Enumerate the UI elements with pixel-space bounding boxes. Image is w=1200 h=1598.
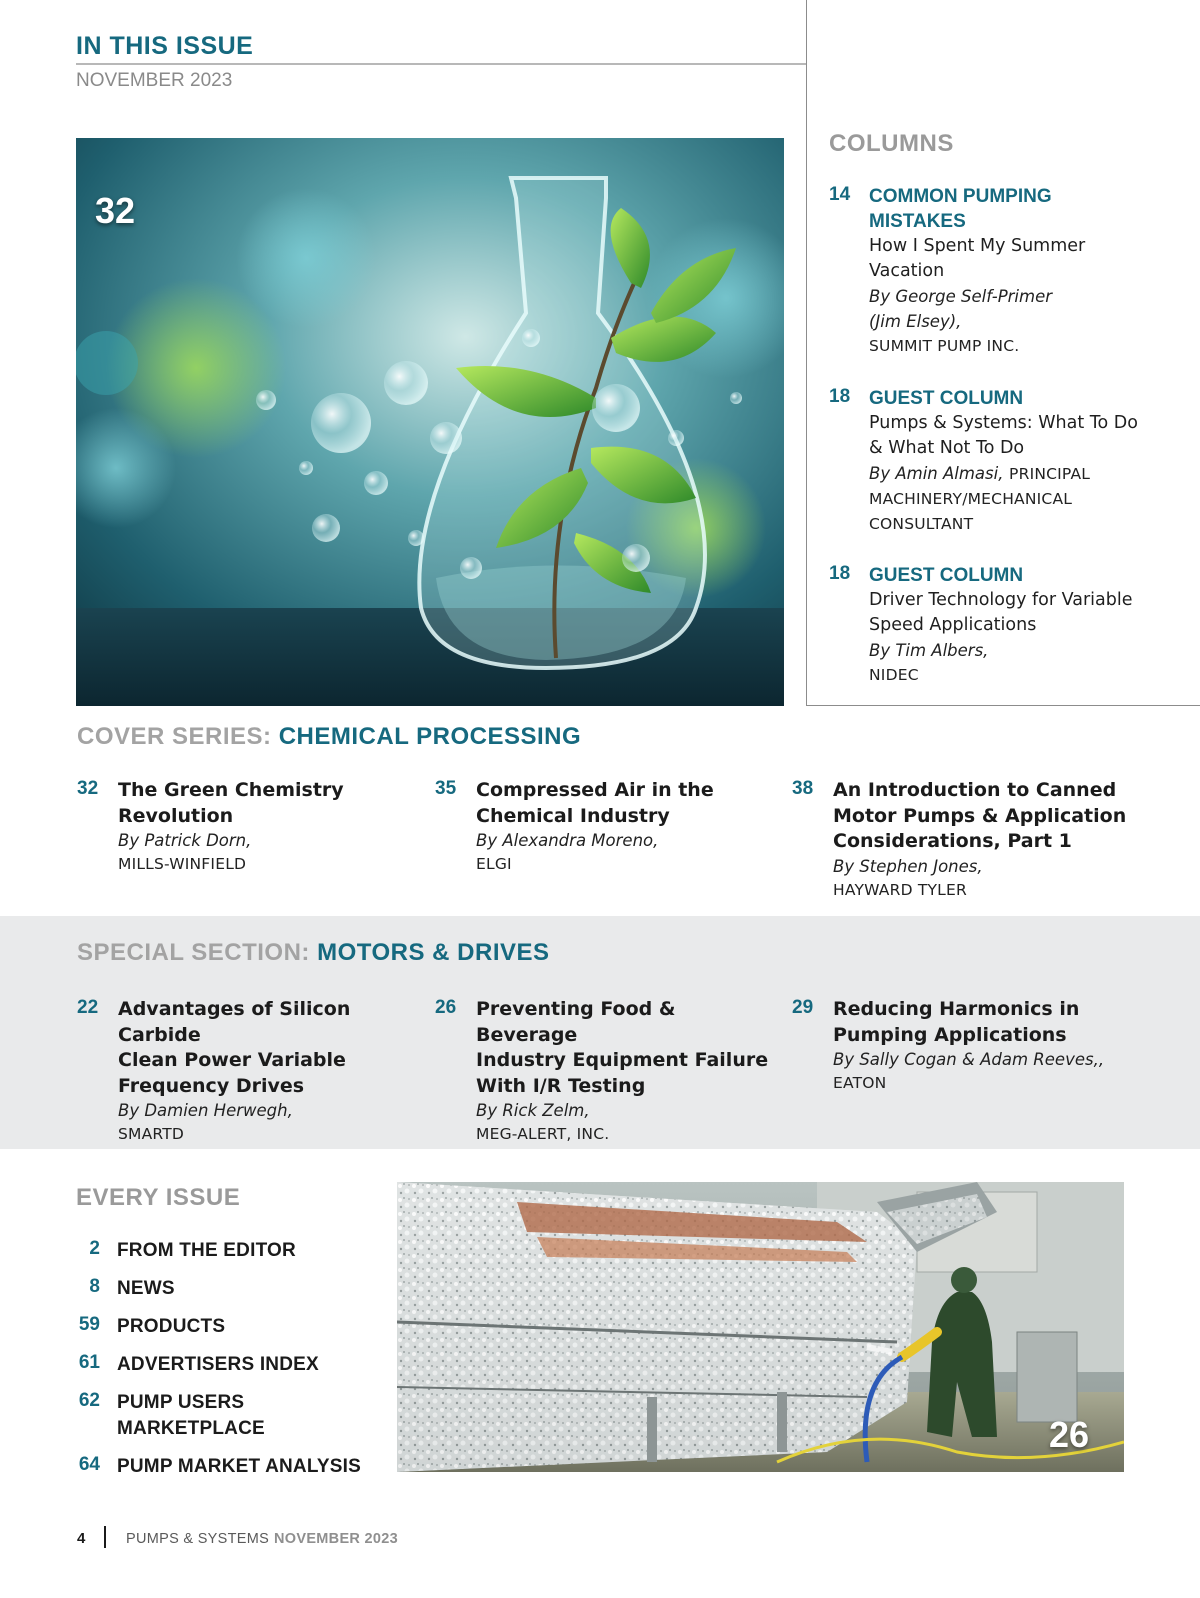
article-page-number: 29 (792, 997, 814, 1018)
special-section-label: SPECIAL SECTION: (77, 939, 310, 966)
article-organization: MILLS-WINFIELD (118, 855, 247, 873)
article-page-number: 22 (77, 997, 99, 1018)
column-byline: (Jim Elsey), (869, 312, 962, 331)
article-title-line: Reducing Harmonics in (833, 998, 1080, 1020)
item-page-number: 2 (89, 1238, 100, 1259)
article-organization: SMARTD (118, 1125, 185, 1143)
special-section-topic: MOTORS & DRIVES (317, 939, 550, 966)
special-article[interactable] (435, 997, 775, 1146)
every-issue-item[interactable] (76, 1390, 396, 1441)
article-title-line: Frequency Drives (118, 1074, 305, 1097)
column-subtitle-line: Vacation (869, 261, 945, 281)
column-subtitle-line: Pumps & Systems: What To Do (869, 413, 1138, 433)
column-entry[interactable] (829, 386, 1189, 537)
column-byline: By George Self-Primer (869, 287, 1053, 306)
cover-series-heading (77, 723, 581, 751)
item-label: PRODUCTS (117, 1316, 226, 1337)
food-processing-washdown-image (397, 1182, 1124, 1472)
food-page-badge: 26 (1049, 1414, 1090, 1455)
item-label: FROM THE EDITOR (117, 1240, 296, 1261)
article-title-line: Industry Equipment Failure (476, 1049, 769, 1071)
column-organization: CONSULTANT (869, 515, 974, 533)
every-issue-item[interactable] (76, 1454, 396, 1480)
column-heading-line: COMMON PUMPING (869, 186, 1052, 207)
special-article[interactable] (792, 997, 1162, 1095)
article-title-line: Preventing Food & Beverage (476, 998, 676, 1046)
article-byline: By Rick Zelm, (476, 1101, 590, 1120)
column-byline: By Amin Almasi, (869, 464, 1004, 483)
cover-article[interactable] (435, 778, 765, 876)
column-subtitle-line: Speed Applications (869, 615, 1037, 635)
item-label: NEWS (117, 1278, 175, 1299)
item-page-number: 8 (89, 1276, 100, 1297)
item-page-number: 61 (78, 1352, 100, 1373)
article-title-line: Clean Power Variable (118, 1049, 346, 1071)
article-title-line: Motor Pumps & Application (833, 804, 1127, 827)
column-heading-line: MISTAKES (869, 211, 966, 232)
column-heading-line: GUEST COLUMN (869, 565, 1024, 586)
article-title-line: With I/R Testing (476, 1074, 646, 1097)
article-title-line: Considerations, Part 1 (833, 830, 1072, 852)
article-byline: By Alexandra Moreno, (476, 831, 659, 850)
footer-date: NOVEMBER 2023 (274, 1531, 398, 1547)
article-title-line: The Green Chemistry (118, 779, 344, 801)
special-article[interactable] (77, 997, 417, 1146)
item-page-number: 59 (78, 1314, 100, 1335)
page-number: 4 (77, 1530, 86, 1547)
article-page-number: 26 (435, 997, 457, 1018)
special-section-heading (77, 939, 550, 967)
item-label: PUMP USERS (117, 1392, 245, 1413)
cover-series-topic: CHEMICAL PROCESSING (278, 723, 582, 750)
article-byline: By Sally Cogan & Adam Reeves,, (833, 1050, 1105, 1069)
column-heading-line: GUEST COLUMN (869, 388, 1024, 409)
column-page-number: 18 (829, 563, 851, 584)
glass-flask-with-leaves-image (76, 138, 784, 706)
column-organization: SUMMIT PUMP INC. (869, 337, 1020, 355)
article-title-line: An Introduction to Canned (833, 779, 1117, 801)
column-entry[interactable] (829, 184, 1189, 359)
article-organization: MEG-ALERT, INC. (476, 1125, 610, 1143)
column-organization: MACHINERY/MECHANICAL (869, 490, 1073, 508)
cover-article[interactable] (792, 778, 1162, 902)
article-byline: By Damien Herwegh, (118, 1101, 293, 1120)
columns-heading: COLUMNS (829, 130, 954, 157)
column-subtitle-line: How I Spent My Summer (869, 236, 1086, 256)
article-byline: By Stephen Jones, (833, 856, 983, 876)
column-organization: PRINCIPAL (1009, 465, 1091, 483)
item-page-number: 64 (78, 1454, 100, 1475)
cover-story-image[interactable] (76, 138, 784, 706)
every-issue-item[interactable] (76, 1314, 396, 1340)
column-page-number: 18 (829, 386, 851, 407)
article-page-number: 32 (77, 778, 99, 799)
item-label: ADVERTISERS INDEX (117, 1354, 319, 1375)
column-byline: By Tim Albers, (869, 641, 989, 660)
header-divider (76, 63, 806, 65)
cover-series-label: COVER SERIES: (77, 723, 272, 750)
article-page-number: 35 (435, 778, 457, 799)
footer-divider (104, 1526, 106, 1548)
article-title-line: Compressed Air in the (476, 779, 714, 801)
article-page-number: 38 (792, 778, 814, 799)
article-byline: By Patrick Dorn, (118, 831, 252, 850)
columns-panel (806, 0, 1200, 706)
column-subtitle-line: & What Not To Do (869, 438, 1025, 458)
cover-article[interactable] (77, 778, 407, 876)
every-issue-item[interactable] (76, 1276, 396, 1302)
column-subtitle-line: Driver Technology for Variable (869, 590, 1133, 610)
every-issue-heading: EVERY ISSUE (76, 1184, 241, 1211)
article-organization: ELGI (476, 855, 512, 873)
article-title-line: Advantages of Silicon Carbide (118, 998, 351, 1046)
article-title-line: Revolution (118, 804, 234, 827)
article-organization: HAYWARD TYLER (833, 880, 967, 899)
item-page-number: 62 (78, 1390, 100, 1411)
article-title-line: Pumping Applications (833, 1023, 1067, 1046)
every-issue-item[interactable] (76, 1238, 396, 1264)
page-title: IN THIS ISSUE (76, 32, 254, 60)
item-label: PUMP MARKET ANALYSIS (117, 1456, 361, 1477)
column-page-number: 14 (829, 184, 851, 205)
column-entry[interactable] (829, 563, 1189, 688)
hero-page-badge: 32 (95, 190, 136, 231)
every-issue-item[interactable] (76, 1352, 396, 1378)
publication-name: PUMPS & SYSTEMS (126, 1531, 270, 1547)
article-title-line: Chemical Industry (476, 804, 670, 827)
food-processing-image[interactable] (397, 1182, 1124, 1472)
issue-date: NOVEMBER 2023 (76, 70, 233, 91)
article-organization: EATON (833, 1074, 887, 1092)
item-label: MARKETPLACE (117, 1417, 265, 1439)
column-organization: NIDEC (869, 666, 919, 684)
